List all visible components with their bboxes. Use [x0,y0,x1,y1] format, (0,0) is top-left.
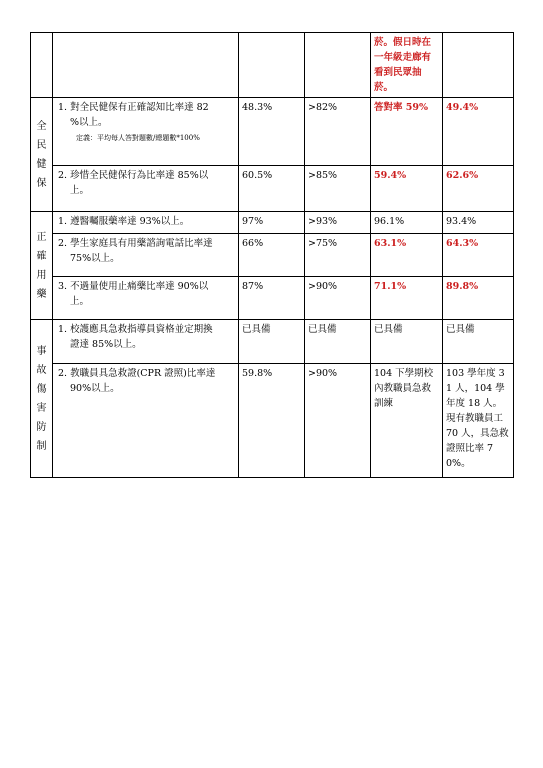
table-row [31,166,514,212]
item-text: 3. 不過量使用止痛藥比率達 90%以 [58,281,209,292]
item-text-continued: %以上。 [70,117,108,128]
table-row [31,277,514,320]
target-cell: >82% [305,98,371,166]
item-text: 1. 遵醫囑服藥率達 93%以上。 [58,216,190,227]
category-cell [31,320,53,478]
item-text: 2. 教職員具急救證(CPR 證照)比率達 [58,368,216,379]
baseline-cell: 87% [239,277,305,320]
target-cell: >85% [305,166,371,212]
target-cell: >90% [305,277,371,320]
item-text-continued: 證達 85%以上。 [70,339,142,350]
definition-note: 定義：平均每人答對題數/總題數*100% [76,134,200,142]
item-cell [53,234,239,277]
item-text: 1. 對全民健保有正確認知比率達 82 [58,102,209,113]
item-text: 2. 學生家庭具有用藥諮詢電話比率達 [58,238,213,249]
result1-cell: 答對率 59% [371,98,443,166]
item-cell [53,166,239,212]
target-cell: >75% [305,234,371,277]
table-cell [31,33,53,98]
target-cell: >90% [305,364,371,478]
item-cell [53,98,239,166]
result2-cell: 64.3% [443,234,514,277]
category-label: 全民健保 [36,120,47,189]
baseline-cell: 97% [239,212,305,234]
result1-cell: 104 下學期校內教職員急救訓練 [371,364,443,478]
result1-cell: 59.4% [371,166,443,212]
target-cell: >93% [305,212,371,234]
baseline-cell: 59.8% [239,364,305,478]
baseline-cell: 66% [239,234,305,277]
table-row [31,364,514,478]
item-cell [53,277,239,320]
item-cell [53,320,239,364]
category-label: 事故傷害防制 [36,345,47,452]
result2-cell: 已具備 [443,320,514,364]
table-cell [53,33,239,98]
item-text-continued: 上。 [70,185,90,196]
item-cell [53,212,239,234]
result2-cell: 93.4% [443,212,514,234]
result2-cell: 89.8% [443,277,514,320]
category-label: 正確用藥 [36,231,47,300]
table-cell [239,33,305,98]
result1-cell: 71.1% [371,277,443,320]
target-cell: 已具備 [305,320,371,364]
item-text-continued: 上。 [70,296,90,307]
result2-cell: 49.4% [443,98,514,166]
item-text-continued: 90%以上。 [70,383,120,394]
item-text: 1. 校護應具急救指導員資格並定期換 [58,324,213,335]
table-row [31,98,514,166]
category-cell [31,98,53,212]
result1-cell: 63.1% [371,234,443,277]
table-row [31,212,514,234]
table-row [31,33,514,98]
result1-cell: 已具備 [371,320,443,364]
item-text: 2. 珍惜全民健保行為比率達 85%以 [58,170,209,181]
table-cell [443,33,514,98]
result2-cell: 103 學年度 31 人，104 學年度 18 人。現有教職員工 70 人，具急救證照比率 70%。 [443,364,514,478]
baseline-cell: 60.5% [239,166,305,212]
table-row [31,320,514,364]
category-cell [31,212,53,320]
baseline-cell: 已具備 [239,320,305,364]
health-indicator-table [30,32,514,478]
item-cell [53,364,239,478]
continued-note-cell: 菸。假日時在一年級走廊有看到民眾抽菸。 [371,33,443,98]
item-text-continued: 75%以上。 [70,253,120,264]
result2-cell: 62.6% [443,166,514,212]
table-cell [305,33,371,98]
table-row [31,234,514,277]
result1-cell: 96.1% [371,212,443,234]
baseline-cell: 48.3% [239,98,305,166]
